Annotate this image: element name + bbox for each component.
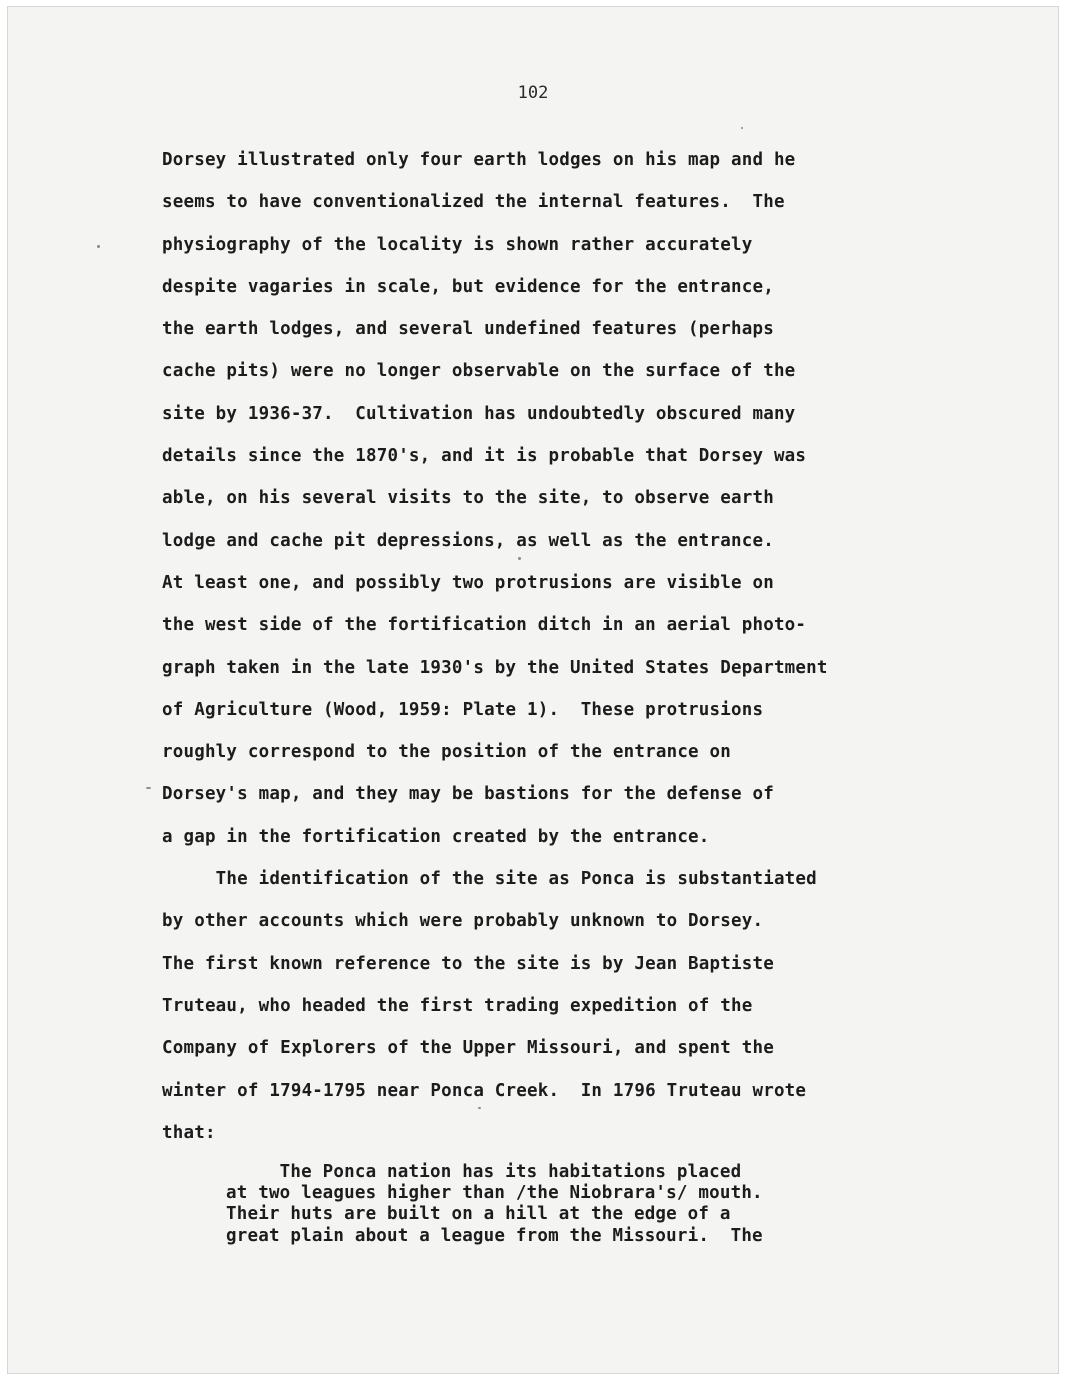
scan-speck xyxy=(146,787,151,789)
body-text xyxy=(162,139,982,1154)
text-line: site by 1936-37. Cultivation has undoubtedly obscured many xyxy=(162,403,796,424)
text-line: lodge and cache pit depressions, as well as the entrance. xyxy=(162,530,774,551)
text-line: physiography of the locality is shown rather accurately xyxy=(162,234,753,255)
text-line: the west side of the fortification ditch in an aerial photo- xyxy=(162,615,807,636)
text-line: Dorsey's map, and they may be bastions for the defense of xyxy=(162,784,774,805)
quote-line: at two leagues higher than /the Niobrara's/ mouth. xyxy=(226,1183,763,1204)
quote-line: The Ponca nation has its habitations placed xyxy=(226,1162,742,1182)
text-line: graph taken in the late 1930's by the United States Department xyxy=(162,657,828,678)
text-line: Company of Explorers of the Upper Missouri, and spent the xyxy=(162,1038,774,1059)
quote-line: Their huts are built on a hill at the edge of a xyxy=(226,1204,731,1225)
text-line: details since the 1870's, and it is probable that Dorsey was xyxy=(162,446,807,467)
text-line: winter of 1794-1795 near Ponca Creek. In 1796 Truteau wrote xyxy=(162,1080,807,1101)
text-line: seems to have conventionalized the internal features. The xyxy=(162,192,785,213)
scan-speck xyxy=(97,245,100,248)
scan-speck xyxy=(518,557,521,560)
block-quote xyxy=(226,1162,926,1247)
text-line: the earth lodges, and several undefined features (perhaps xyxy=(162,319,774,340)
quote-line: great plain about a league from the Missouri. The xyxy=(226,1225,763,1246)
text-line: The identification of the site as Ponca is substantiated xyxy=(162,869,817,890)
text-line: At least one, and possibly two protrusions are visible on xyxy=(162,572,774,593)
text-line: Truteau, who headed the first trading expedition of the xyxy=(162,995,753,1016)
scan-speck xyxy=(741,127,743,129)
page-number: 102 xyxy=(517,83,549,103)
text-line: by other accounts which were probably unknown to Dorsey. xyxy=(162,911,764,932)
text-line: roughly correspond to the position of the entrance on xyxy=(162,742,732,763)
text-line: cache pits) were no longer observable on the surface of the xyxy=(162,361,796,382)
text-line: of Agriculture (Wood, 1959: Plate 1). These protrusions xyxy=(162,699,764,720)
document-page xyxy=(7,6,1059,1374)
text-line: that: xyxy=(162,1122,216,1143)
text-line: a gap in the fortification created by the entrance. xyxy=(162,826,710,847)
text-line: able, on his several visits to the site, to observe earth xyxy=(162,488,774,509)
text-line: Dorsey illustrated only four earth lodges on his map and he xyxy=(162,150,796,170)
scan-speck xyxy=(478,1107,481,1109)
text-line: The first known reference to the site is by Jean Baptiste xyxy=(162,953,774,974)
text-line: despite vagaries in scale, but evidence for the entrance, xyxy=(162,276,774,297)
